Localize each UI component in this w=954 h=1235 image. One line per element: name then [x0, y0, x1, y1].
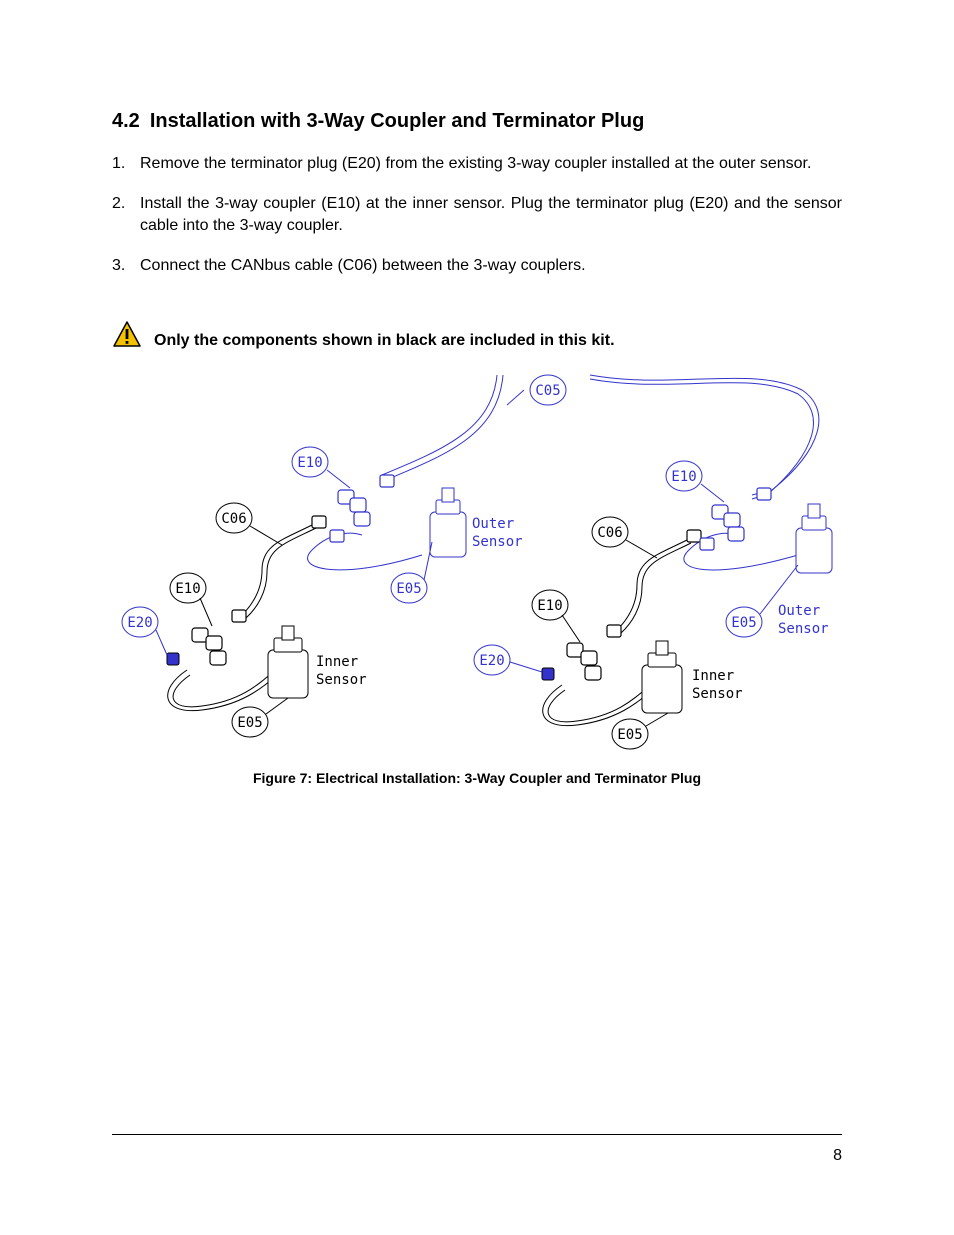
callout-c06: C06 — [597, 525, 623, 541]
warning-text: Only the components shown in black are included in this kit. — [154, 332, 615, 349]
section-title: Installation with 3-Way Coupler and Terminator Plug — [149, 110, 645, 132]
step-1 — [112, 153, 842, 175]
step-number: 2. — [112, 195, 126, 212]
step-number: 3. — [112, 257, 126, 274]
step-text: Remove the terminator plug (E20) from the existing 3-way coupler installed at the outer sensor. — [140, 155, 812, 172]
warning-note — [112, 318, 615, 350]
callout-c06: C06 — [221, 511, 247, 527]
step-text: Install the 3-way coupler (E10) at the inner sensor. Plug the terminator plug (E20) and the sensor cable into the 3-way coupler. — [140, 195, 842, 234]
callout-e10: E10 — [537, 598, 563, 614]
inner-sensor-label: Inner — [316, 654, 359, 670]
footer-divider — [112, 1134, 842, 1135]
callout-e10: E10 — [297, 455, 323, 471]
step-3 — [112, 255, 842, 277]
section-number: 4.2 — [112, 110, 140, 132]
outer-sensor-label: Outer — [778, 603, 821, 619]
step-number: 1. — [112, 155, 126, 172]
callout-e20: E20 — [127, 615, 153, 631]
inner-sensor-label: Inner — [692, 668, 735, 684]
figure-caption: Figure 7: Electrical Installation: 3-Way Coupler and Terminator Plug — [252, 770, 702, 786]
existing-coupler — [330, 475, 771, 550]
step-text: Connect the CANbus cable (C06) between the 3-way couplers. — [140, 257, 586, 274]
callout-e05: E05 — [731, 615, 757, 631]
callout-c05: C05 — [535, 383, 561, 399]
callout-e05: E05 — [396, 581, 422, 597]
callout-e10: E10 — [671, 469, 697, 485]
callout-e10: E10 — [175, 581, 201, 597]
instruction-steps — [112, 153, 842, 295]
callout-leaders-black — [170, 503, 668, 749]
warning-triangle-icon — [112, 320, 142, 348]
callout-e05: E05 — [237, 715, 263, 731]
callout-e20: E20 — [479, 653, 505, 669]
inner-sensor-label: Sensor — [692, 686, 743, 702]
outer-sensor-label: Sensor — [472, 534, 523, 550]
section-heading — [112, 110, 644, 133]
outer-sensor-label: Sensor — [778, 621, 829, 637]
inner-sensor-label: Sensor — [316, 672, 367, 688]
callout-e05: E05 — [617, 727, 643, 743]
step-2 — [112, 193, 842, 237]
page-number: 8 — [833, 1147, 842, 1164]
outer-sensor-label: Outer — [472, 516, 515, 532]
installation-diagram — [112, 370, 842, 755]
